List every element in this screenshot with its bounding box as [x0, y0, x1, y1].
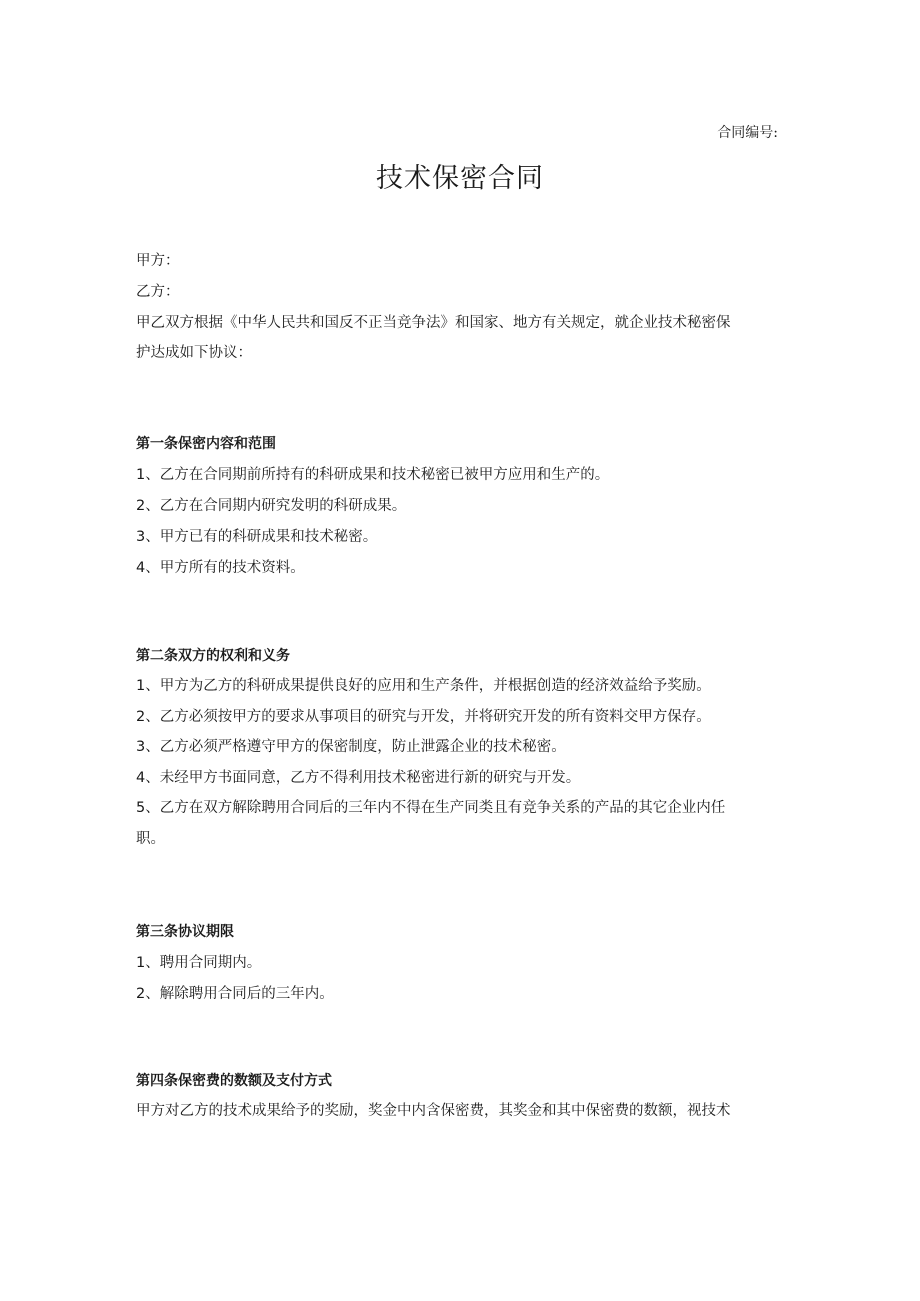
item-number: 2 — [136, 986, 146, 1002]
section1-item — [136, 558, 305, 578]
item-text: 、乙方在合同期前所持有的科研成果和技术秘密已被甲方应用和生产的。 — [145, 467, 610, 483]
section1-item — [136, 496, 406, 516]
section2-item — [136, 707, 711, 727]
section3-item — [136, 984, 334, 1004]
section2-item — [136, 768, 580, 788]
item-number: 1 — [136, 467, 146, 483]
party-a-line: 甲方： — [136, 253, 180, 269]
item-number: 2 — [136, 498, 146, 514]
item-number: 3 — [136, 739, 146, 755]
section2-item — [136, 676, 711, 696]
section1-item — [136, 527, 377, 547]
item-text: 、聘用合同期内。 — [145, 955, 262, 971]
section2-heading: 第二条双方的权利和义务 — [136, 648, 290, 664]
preamble-line-1: 甲乙双方根据《中华人民共和国反不正当竞争法》和国家、地方有关规定，就企业技术秘密保 — [136, 315, 731, 331]
section2-item — [136, 798, 725, 818]
item-text: 、乙方在双方解除聘用合同后的三年内不得在生产同类且有竞争关系的产品的其它企业内任 — [145, 800, 726, 816]
item-text: 、乙方必须按甲方的要求从事项目的研究与开发，并将研究开发的所有资料交甲方保存。 — [145, 709, 711, 725]
section4-body: 甲方对乙方的技术成果给予的奖励，奖金中内含保密费，其奖金和其中保密费的数额，视技术 — [136, 1103, 731, 1119]
item-number: 4 — [136, 560, 146, 576]
item-text: 、甲方已有的科研成果和技术秘密。 — [145, 529, 378, 545]
item-text: 、乙方必须严格遵守甲方的保密制度，防止泄露企业的技术秘密。 — [145, 739, 566, 755]
section4-heading: 第四条保密费的数额及支付方式 — [136, 1073, 332, 1089]
section2-item — [136, 737, 566, 757]
item-text: 、甲方所有的技术资料。 — [145, 560, 305, 576]
document-title: 技术保密合同 — [376, 163, 544, 194]
item-number: 1 — [136, 955, 146, 971]
party-b-line: 乙方： — [136, 284, 180, 300]
section1-item — [136, 465, 609, 485]
preamble-line-2: 护达成如下协议： — [136, 345, 252, 361]
item-text: 、未经甲方书面同意，乙方不得利用技术秘密进行新的研究与开发。 — [145, 770, 581, 786]
contract-number-label: 合同编号: — [717, 125, 778, 141]
item-number: 1 — [136, 678, 146, 694]
item-number: 2 — [136, 709, 146, 725]
item-text: 、乙方在合同期内研究发明的科研成果。 — [145, 498, 407, 514]
item-number: 4 — [136, 770, 146, 786]
item-text: 、甲方为乙方的科研成果提供良好的应用和生产条件，并根据创造的经济效益给予奖励。 — [145, 678, 711, 694]
item-number: 3 — [136, 529, 146, 545]
section3-item — [136, 953, 261, 973]
section2-item5-continuation: 职。 — [136, 831, 165, 847]
section3-heading: 第三条协议期限 — [136, 924, 234, 940]
item-text: 、解除聘用合同后的三年内。 — [145, 986, 334, 1002]
section1-heading: 第一条保密内容和范围 — [136, 436, 276, 452]
item-number: 5 — [136, 800, 146, 816]
